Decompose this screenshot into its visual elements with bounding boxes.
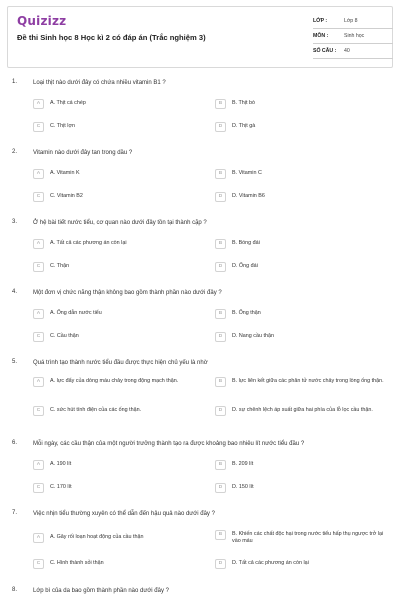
option-letter-box[interactable]: B xyxy=(215,169,226,179)
option-letter-box[interactable]: C xyxy=(33,262,44,272)
meta-label: MÔN : xyxy=(313,33,329,39)
question-number: 5. xyxy=(12,359,18,365)
option-text: C. 170 lít xyxy=(50,484,72,490)
option-text: D. Tất cả các phương án còn lại xyxy=(232,560,309,566)
option-b[interactable] xyxy=(215,99,385,109)
question-text: Loại thịt nào dưới đây có chứa nhiều vitamin B1 ? xyxy=(33,80,166,86)
option-letter-box[interactable]: B xyxy=(215,530,226,540)
option-letter-box[interactable]: B xyxy=(215,309,226,319)
option-text: B. Bóng đái xyxy=(232,240,260,246)
option-text: C. Thịt lợn xyxy=(50,123,76,129)
option-text: B. Vitamin C xyxy=(232,170,262,176)
option-letter-box[interactable]: B xyxy=(215,460,226,470)
option-text: B. 209 lít xyxy=(232,461,254,467)
question-text: Vitamin nào dưới đây tan trong dầu ? xyxy=(33,150,133,156)
option-b[interactable] xyxy=(215,377,385,387)
option-text: C. Thận xyxy=(50,263,70,269)
option-a[interactable] xyxy=(33,239,203,249)
option-text: A. lực đẩy của dòng máu chảy trong động mạch thận. xyxy=(50,378,179,384)
option-a[interactable] xyxy=(33,533,203,543)
option-text: D. sự chênh lệch áp suất giữa hai phía của lỗ lọc cầu thận. xyxy=(232,407,373,413)
option-text: D. Nang cầu thận xyxy=(232,333,274,339)
option-letter-box[interactable]: D xyxy=(215,483,226,493)
meta-value: 40 xyxy=(344,48,350,54)
question-number: 6. xyxy=(12,440,18,446)
option-c[interactable] xyxy=(33,559,203,569)
option-letter-box[interactable]: D xyxy=(215,192,226,202)
option-b[interactable] xyxy=(215,309,385,319)
option-text: D. Thịt gà xyxy=(232,123,256,129)
meta-label: LỚP : xyxy=(313,18,328,24)
option-letter-box[interactable]: D xyxy=(215,332,226,342)
option-letter-box[interactable]: C xyxy=(33,406,44,416)
question-text: Một đơn vị chức năng thận không bao gồm thành phần nào dưới đây ? xyxy=(33,290,222,296)
option-text: A. 190 lít xyxy=(50,461,72,467)
question-text: Quá trình tạo thành nước tiểu đầu được thực hiện chủ yếu là nhờ xyxy=(33,360,208,366)
option-text: A. Ống dẫn nước tiểu xyxy=(50,310,102,316)
question-number: 7. xyxy=(12,510,18,516)
option-letter-box[interactable]: A xyxy=(33,460,44,470)
option-letter-box[interactable]: D xyxy=(215,122,226,132)
option-b[interactable] xyxy=(215,460,385,470)
question-text: Ở hệ bài tiết nước tiểu, cơ quan nào dưới đây tồn tại thành cặp ? xyxy=(33,220,207,226)
option-a[interactable] xyxy=(33,309,203,319)
option-a[interactable] xyxy=(33,169,203,179)
option-letter-box[interactable]: C xyxy=(33,122,44,132)
option-d[interactable] xyxy=(215,483,385,493)
option-letter-box[interactable]: A xyxy=(33,239,44,249)
option-letter-box[interactable]: B xyxy=(215,239,226,249)
option-d[interactable] xyxy=(215,262,385,272)
option-letter-box[interactable]: A xyxy=(33,309,44,319)
question-number: 2. xyxy=(12,149,18,155)
option-text: A. Vitamin K xyxy=(50,170,80,176)
option-c[interactable] xyxy=(33,406,203,416)
option-letter-box[interactable]: B xyxy=(215,99,226,109)
meta-value: Lớp 8 xyxy=(344,18,358,24)
option-c[interactable] xyxy=(33,483,203,493)
option-c[interactable] xyxy=(33,332,203,342)
option-letter-box[interactable]: B xyxy=(215,377,226,387)
meta-label: SỐ CÂU : xyxy=(313,48,337,54)
question-number: 1. xyxy=(12,79,18,85)
option-letter-box[interactable]: C xyxy=(33,559,44,569)
option-text: B. Khiến các chất độc hại trong nước tiểu hấp thụ ngược trở lại vào máu xyxy=(232,531,384,544)
option-text: A. Thịt cá chép xyxy=(50,100,86,106)
option-text: D. Ống đái xyxy=(232,263,258,269)
option-text: C. sức hút tính điện của các ống thận. xyxy=(50,407,142,413)
option-letter-box[interactable]: D xyxy=(215,262,226,272)
option-d[interactable] xyxy=(215,192,385,202)
meta-row-question-count xyxy=(313,44,393,59)
option-d[interactable] xyxy=(215,122,385,132)
option-d[interactable] xyxy=(215,332,385,342)
option-letter-box[interactable]: A xyxy=(33,169,44,179)
option-d[interactable] xyxy=(215,559,385,569)
option-text: C. Vitamin B2 xyxy=(50,193,83,199)
question-number: 3. xyxy=(12,219,18,225)
question-number: 8. xyxy=(12,587,18,593)
option-text: A. Tất cả các phương án còn lại xyxy=(50,240,127,246)
question-number: 4. xyxy=(12,289,18,295)
option-a[interactable] xyxy=(33,377,203,387)
option-text: C. Hình thành sỏi thận xyxy=(50,560,104,566)
meta-row-grade xyxy=(313,14,393,29)
option-text: B. lực liên kết giữa các phân tử nước chảy trong lòng ống thận. xyxy=(232,378,384,384)
option-c[interactable] xyxy=(33,192,203,202)
option-b[interactable] xyxy=(215,530,385,545)
worksheet-title: Đề thi Sinh học 8 Học kì 2 có đáp án (Trắc nghiệm 3) xyxy=(17,33,206,42)
option-text: C. Cầu thận xyxy=(50,333,79,339)
worksheet-header xyxy=(7,6,393,68)
option-letter-box[interactable]: C xyxy=(33,483,44,493)
worksheet-meta xyxy=(313,14,393,59)
option-text: D. 150 lít xyxy=(232,484,254,490)
option-text: B. Thịt bò xyxy=(232,100,255,106)
option-text: D. Vitamin B6 xyxy=(232,193,265,199)
option-letter-box[interactable]: C xyxy=(33,332,44,342)
option-a[interactable] xyxy=(33,99,203,109)
option-letter-box[interactable]: D xyxy=(215,406,226,416)
option-letter-box[interactable]: D xyxy=(215,559,226,569)
question-text: Mỗi ngày, các cầu thận của một người trưởng thành tạo ra được khoảng bao nhiêu lít nước tiểu đầu ? xyxy=(33,441,305,447)
option-a[interactable] xyxy=(33,460,203,470)
option-letter-box[interactable]: A xyxy=(33,99,44,109)
quizizz-logo: Quizizz xyxy=(17,14,67,28)
meta-row-subject xyxy=(313,29,393,44)
meta-value: Sinh học xyxy=(344,33,365,39)
option-c[interactable] xyxy=(33,262,203,272)
option-c[interactable] xyxy=(33,122,203,132)
option-letter-box[interactable]: A xyxy=(33,533,44,543)
option-b[interactable] xyxy=(215,239,385,249)
option-text: A. Gây rối loạn hoạt động của cầu thận xyxy=(50,534,144,540)
option-letter-box[interactable]: C xyxy=(33,192,44,202)
option-b[interactable] xyxy=(215,169,385,179)
option-letter-box[interactable]: A xyxy=(33,377,44,387)
option-text: B. Ống thận xyxy=(232,310,261,316)
question-text: Lớp bì của da bao gồm thành phần nào dưới đây ? xyxy=(33,588,169,594)
option-d[interactable] xyxy=(215,406,385,416)
question-text: Việc nhịn tiểu thường xuyên có thể dẫn đến hậu quả nào dưới đây ? xyxy=(33,511,215,517)
